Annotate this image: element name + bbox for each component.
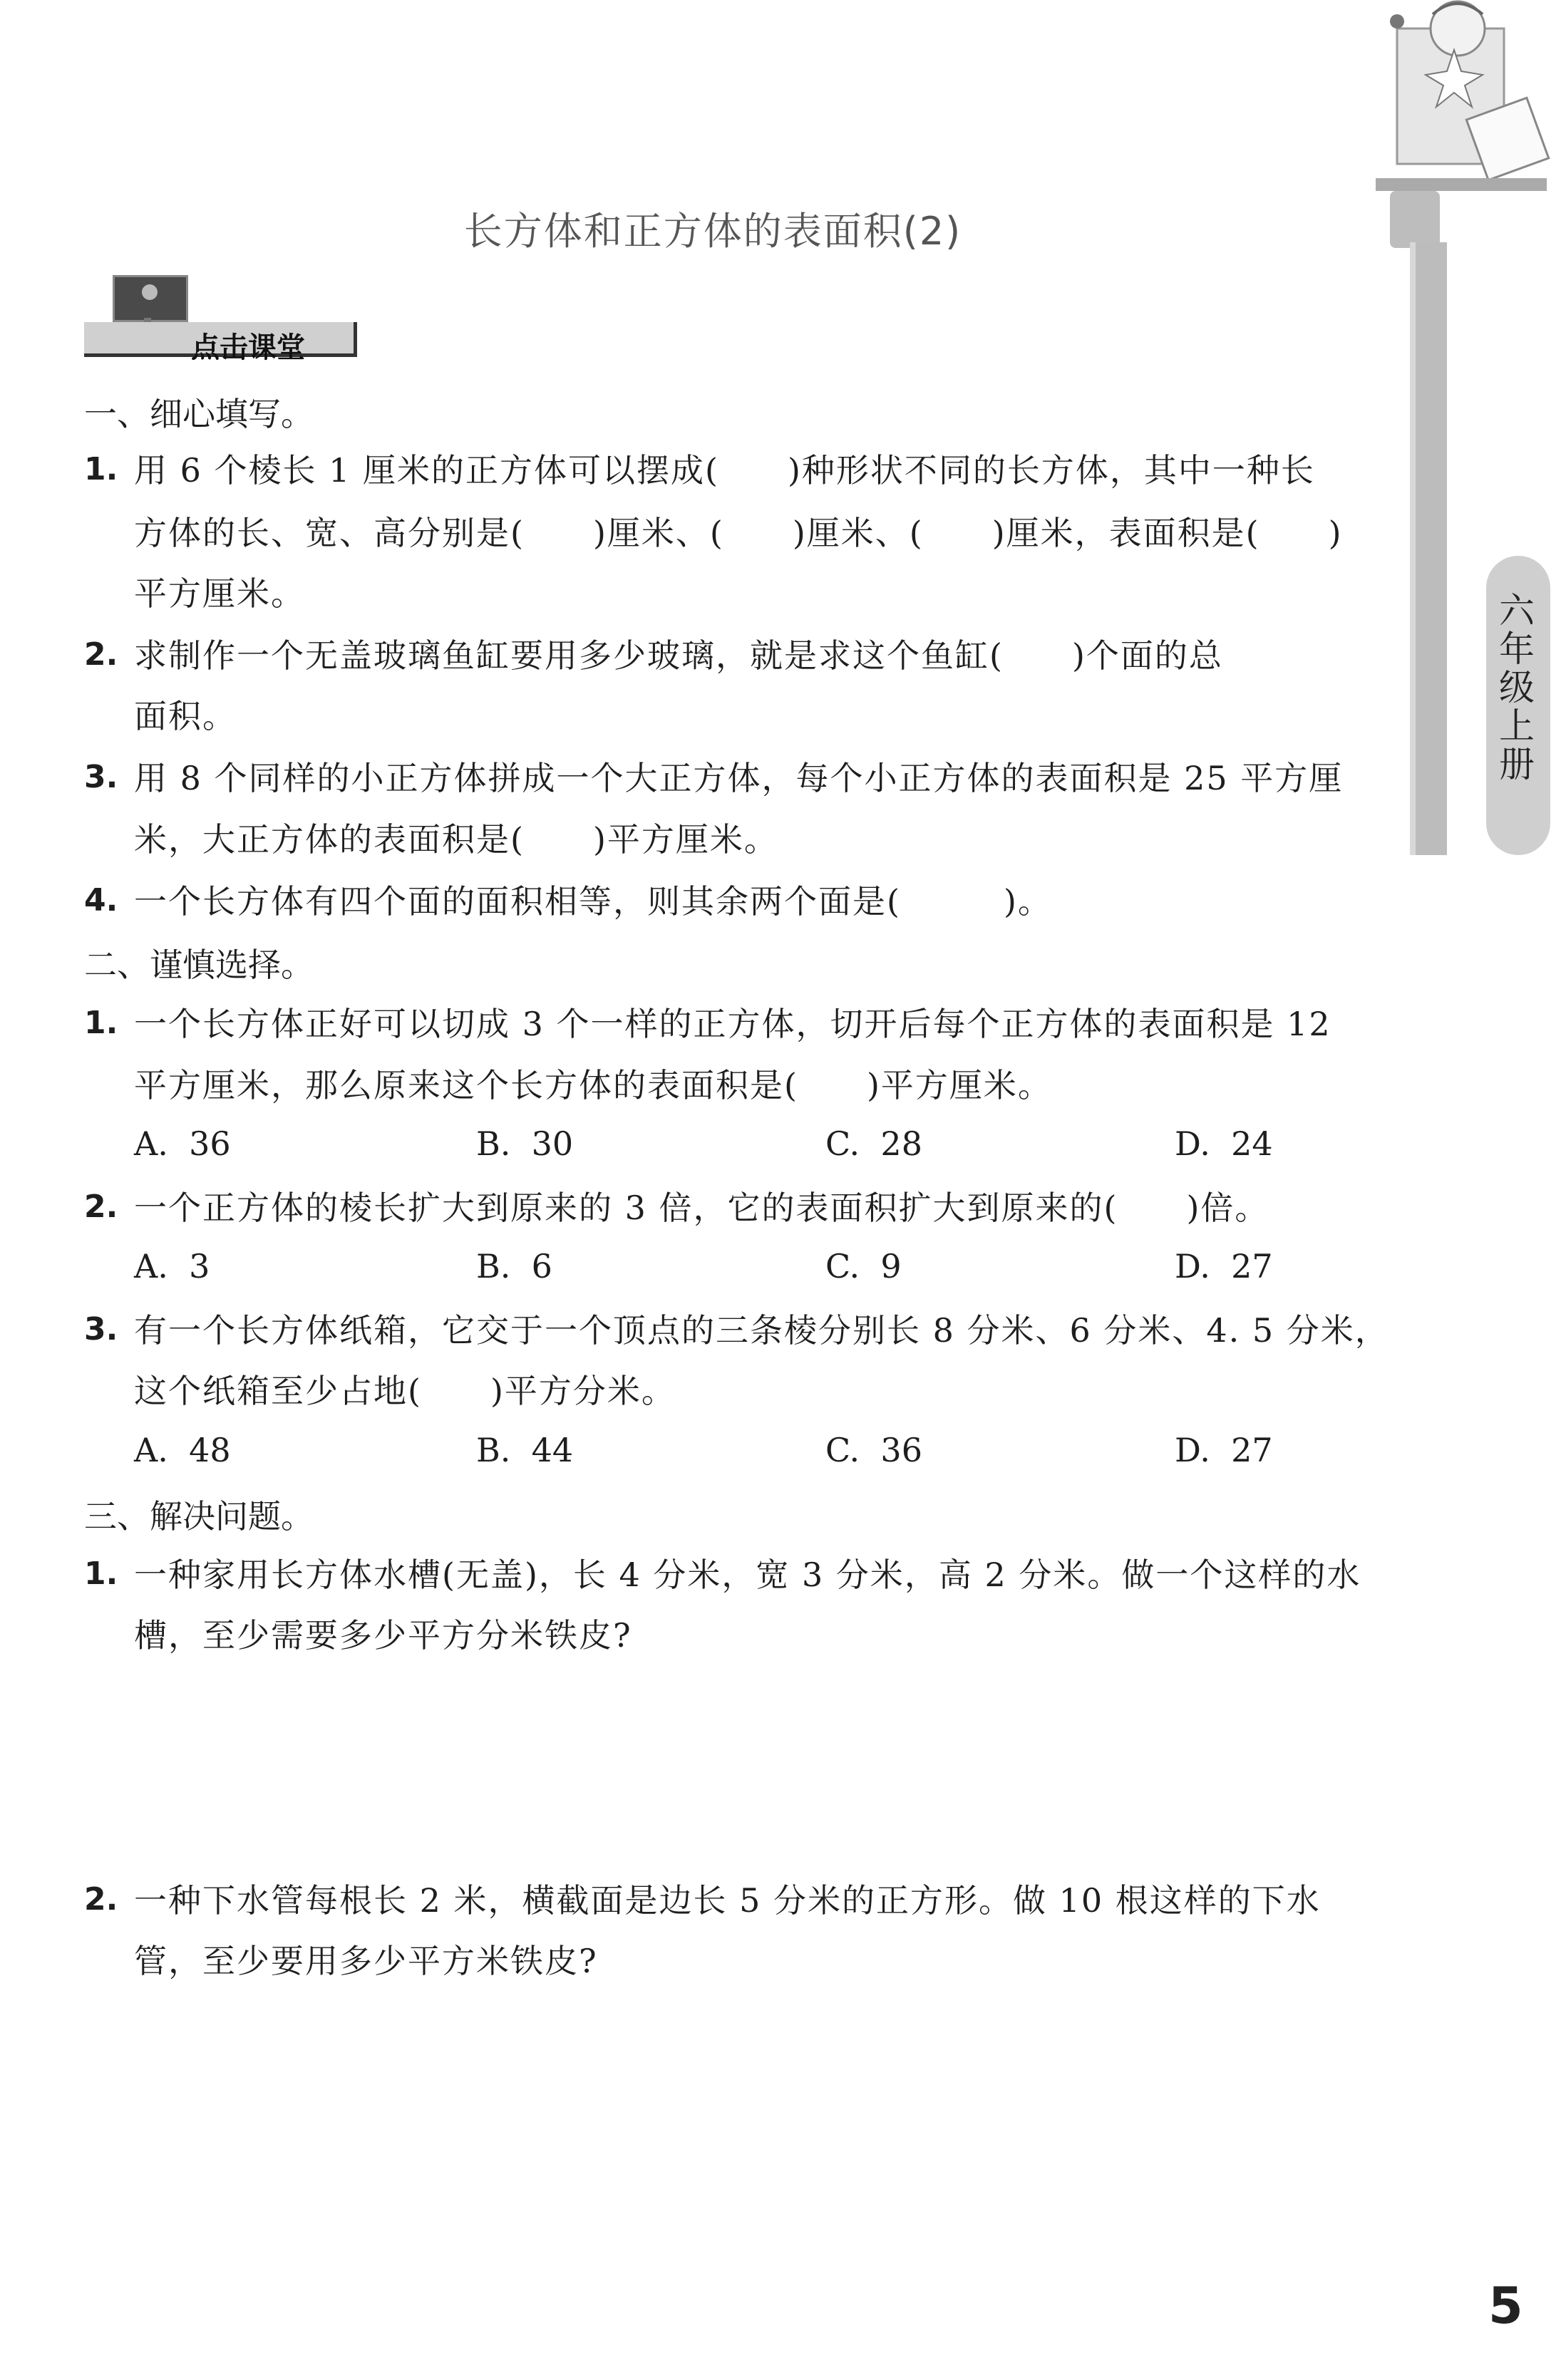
question-text: 求制作一个无盖玻璃鱼缸要用多少玻璃，就是求这个鱼缸( )个面的总 [134,636,1223,675]
page-number: 5 [1488,2277,1523,2335]
question-text: 一个正方体的棱长扩大到原来的 3 倍，它的表面积扩大到原来的( )倍。 [134,1189,1269,1227]
question-text: 这个纸箱至少占地( )平方分米。 [134,1372,676,1410]
section-banner [84,269,362,362]
choice-c: C. 9 [825,1247,902,1285]
question-number: 2. [84,636,118,673]
question-number: 3. [84,1311,118,1347]
question-text: 方体的长、宽、高分别是( )厘米、( )厘米、( )厘米，表面积是( ) [134,514,1343,552]
choice-d: D. 27 [1175,1247,1273,1285]
grade-tab-label: 六年级上册 [1493,591,1535,784]
question-number: 1. [84,451,118,487]
question-text: 用 8 个同样的小正方体拼成一个大正方体，每个小正方体的表面积是 25 平方厘 [134,759,1344,797]
question-text: 用 6 个棱长 1 厘米的正方体可以摆成( )种形状不同的长方体，其中一种长 [134,451,1315,490]
choice-b: B. 6 [476,1247,552,1285]
choice-b: B. 30 [476,1124,574,1163]
choice-a: A. 3 [134,1247,210,1285]
question-text: 一个长方体有四个面的面积相等，则其余两个面是( )。 [134,882,1052,921]
choice-a: A. 36 [134,1124,231,1163]
question-number: 4. [84,882,118,919]
question-number: 2. [84,1881,118,1918]
banner-label: 点击课堂 [191,331,305,364]
question-number: 3. [84,759,118,795]
choice-c: C. 36 [825,1431,922,1469]
question-text: 平方厘米，那么原来这个长方体的表面积是( )平方厘米。 [134,1066,1052,1104]
question-text: 米，大正方体的表面积是( )平方厘米。 [134,820,778,859]
question-text: 槽，至少需要多少平方分米铁皮? [134,1616,632,1655]
question-number: 1. [84,1005,118,1041]
choice-a: A. 48 [134,1431,231,1469]
question-number: 2. [84,1189,118,1225]
section-heading: 一、细心填写。 [84,395,314,433]
choice-c: C. 28 [825,1124,922,1163]
question-text: 一种家用长方体水槽(无盖)，长 4 分米，宽 3 分米，高 2 分米。做一个这样的水 [134,1556,1361,1594]
choice-b: B. 44 [476,1431,574,1469]
question-text: 一种下水管每根长 2 米，横截面是边长 5 分米的正方形。做 10 根这样的下水 [134,1881,1321,1920]
question-text: 面积。 [134,697,237,735]
page-title: 长方体和正方体的表面积(2) [463,209,962,254]
question-text: 一个长方体正好可以切成 3 个一样的正方体，切开后每个正方体的表面积是 12 [134,1005,1331,1043]
question-text: 平方厘米。 [134,574,305,613]
choice-d: D. 27 [1175,1431,1273,1469]
question-text: 有一个长方体纸箱，它交于一个顶点的三条棱分别长 8 分米、6 分米、4. 5 分米， [134,1311,1389,1350]
section-heading: 二、谨慎选择。 [84,946,314,984]
section-heading: 三、解决问题。 [84,1497,314,1536]
question-number: 1. [84,1556,118,1592]
question-text: 管，至少要用多少平方米铁皮? [134,1942,598,1980]
choice-d: D. 24 [1175,1124,1273,1163]
blackboard-icon [113,275,188,322]
